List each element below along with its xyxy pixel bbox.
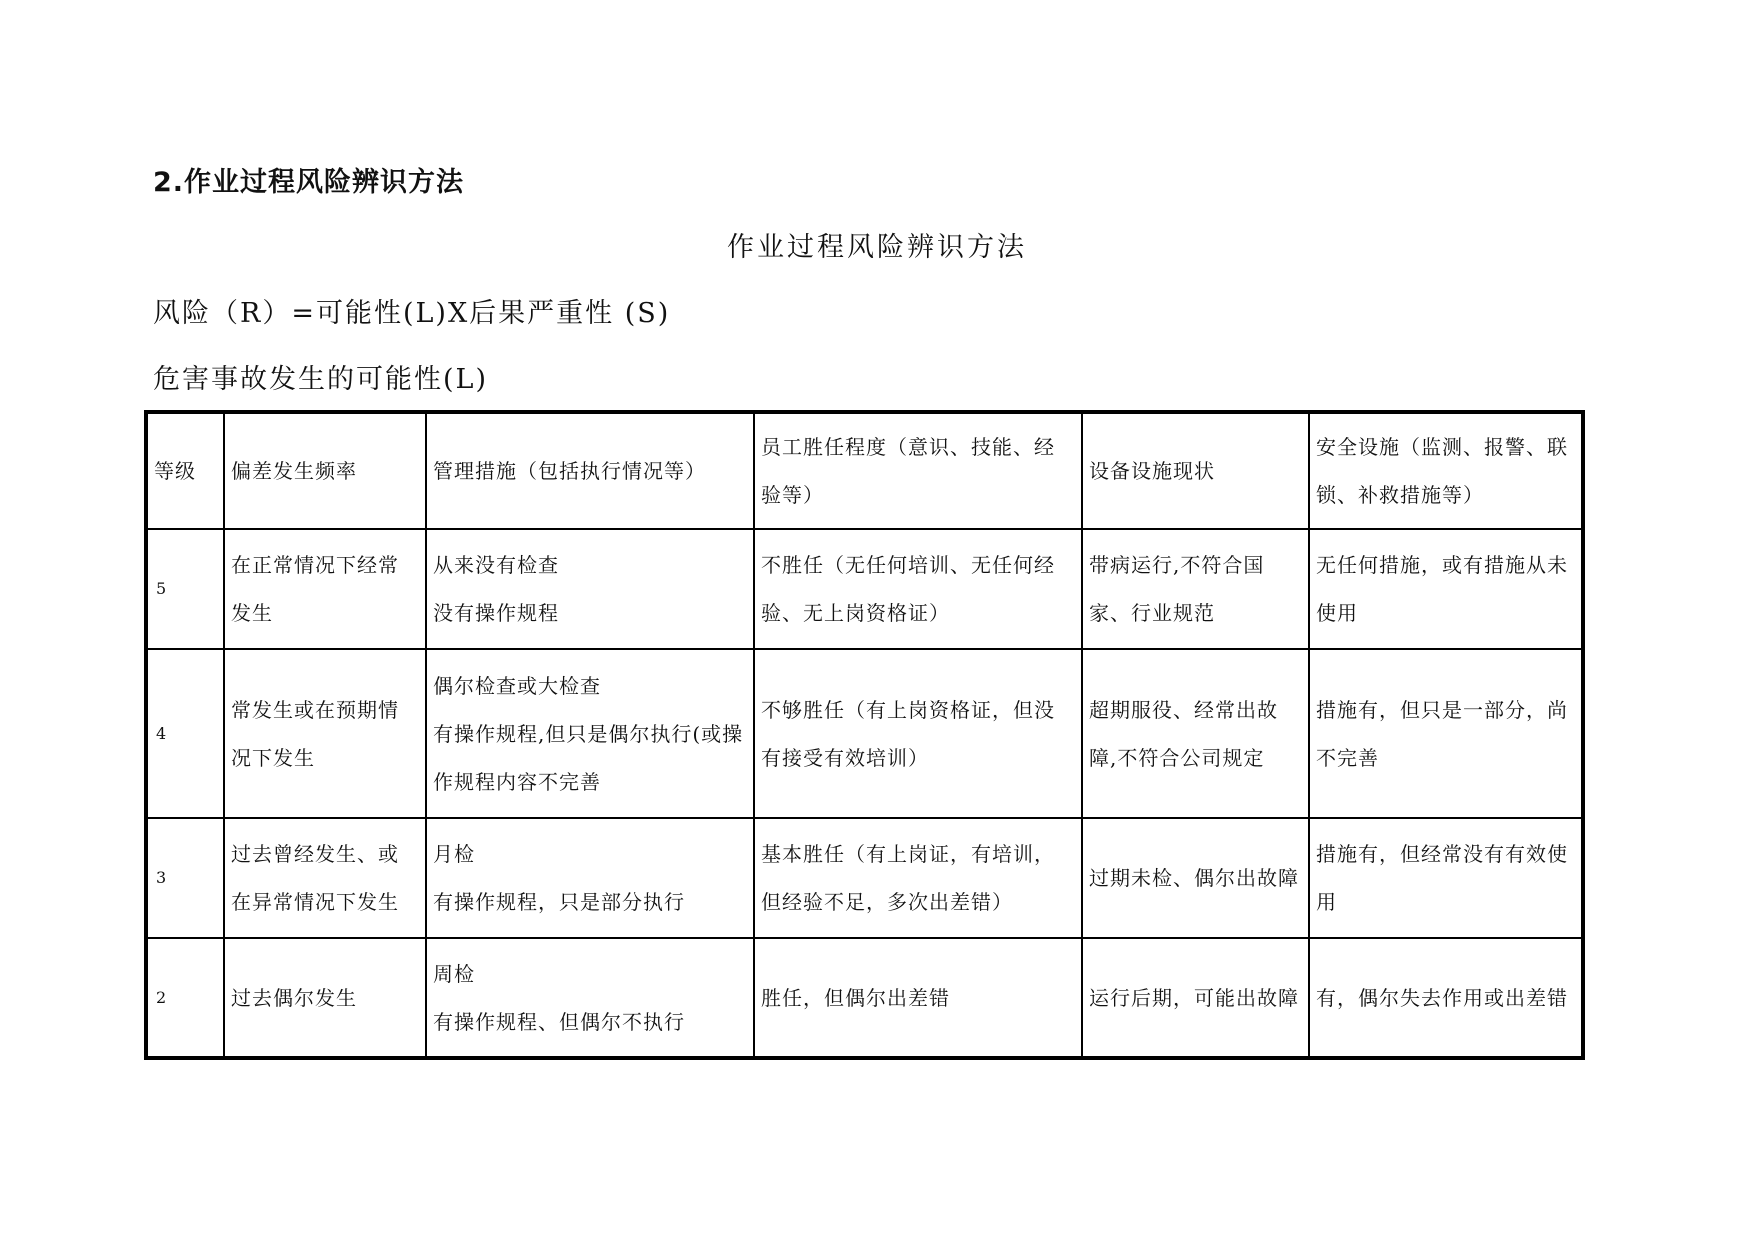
cell-safety: 无任何措施，或有措施从未使用 bbox=[1309, 529, 1583, 649]
cell-safety: 措施有，但经常没有有效使用 bbox=[1309, 818, 1583, 938]
cell-equipment: 过期未检、偶尔出故障 bbox=[1082, 818, 1309, 938]
cell-safety: 措施有，但只是一部分，尚不完善 bbox=[1309, 649, 1583, 818]
header-frequency: 偏差发生频率 bbox=[224, 412, 426, 529]
cell-frequency: 在正常情况下经常发生 bbox=[224, 529, 426, 649]
cell-frequency: 过去偶尔发生 bbox=[224, 938, 426, 1058]
cell-frequency: 过去曾经发生、或在异常情况下发生 bbox=[224, 818, 426, 938]
management-line: 月检 bbox=[433, 842, 475, 866]
cell-management bbox=[426, 649, 754, 818]
header-competence: 员工胜任程度（意识、技能、经验等） bbox=[754, 412, 1082, 529]
management-line: 有操作规程，只是部分执行 bbox=[433, 890, 685, 914]
header-equipment: 设备设施现状 bbox=[1082, 412, 1309, 529]
cell-management bbox=[426, 529, 754, 649]
cell-competence: 不够胜任（有上岗资格证，但没有接受有效培训） bbox=[754, 649, 1082, 818]
cell-safety: 有，偶尔失去作用或出差错 bbox=[1309, 938, 1583, 1058]
header-level: 等级 bbox=[146, 412, 224, 529]
management-line: 没有操作规程 bbox=[433, 601, 559, 625]
management-line: 有操作规程、但偶尔不执行 bbox=[433, 1009, 685, 1034]
table-row bbox=[146, 818, 1583, 938]
cell-competence: 基本胜任（有上岗证，有培训，但经验不足，多次出差错） bbox=[754, 818, 1082, 938]
management-line: 周检 bbox=[433, 961, 475, 986]
cell-level: 4 bbox=[146, 649, 224, 818]
cell-frequency: 常发生或在预期情况下发生 bbox=[224, 649, 426, 818]
cell-competence: 胜任，但偶尔出差错 bbox=[754, 938, 1082, 1058]
cell-equipment: 带病运行,不符合国家、行业规范 bbox=[1082, 529, 1309, 649]
table-row bbox=[146, 938, 1583, 1058]
document-title: 作业过程风险辨识方法 bbox=[727, 232, 1027, 263]
table-header-row bbox=[146, 412, 1583, 529]
cell-equipment: 运行后期，可能出故障 bbox=[1082, 938, 1309, 1058]
cell-equipment: 超期服役、经常出故障,不符合公司规定 bbox=[1082, 649, 1309, 818]
table-row bbox=[146, 649, 1583, 818]
risk-formula: 风险（R）=可能性(L)X后果严重性 (S) bbox=[153, 298, 671, 329]
management-line: 有操作规程,但只是偶尔执行(或操作规程内容不完善 bbox=[433, 721, 744, 794]
cell-level: 5 bbox=[146, 529, 224, 649]
cell-level: 2 bbox=[146, 938, 224, 1058]
cell-management bbox=[426, 938, 754, 1058]
header-safety: 安全设施（监测、报警、联锁、补救措施等） bbox=[1309, 412, 1583, 529]
table-row bbox=[146, 529, 1583, 649]
likelihood-subheading: 危害事故发生的可能性(L) bbox=[153, 364, 488, 395]
management-line: 偶尔检查或大检查 bbox=[433, 673, 601, 698]
section-heading: 2.作业过程风险辨识方法 bbox=[153, 167, 465, 198]
management-line: 从来没有检查 bbox=[433, 553, 559, 577]
cell-competence: 不胜任（无任何培训、无任何经验、无上岗资格证） bbox=[754, 529, 1082, 649]
header-management: 管理措施（包括执行情况等） bbox=[426, 412, 754, 529]
likelihood-table bbox=[144, 410, 1585, 1060]
cell-level: 3 bbox=[146, 818, 224, 938]
cell-management bbox=[426, 818, 754, 938]
